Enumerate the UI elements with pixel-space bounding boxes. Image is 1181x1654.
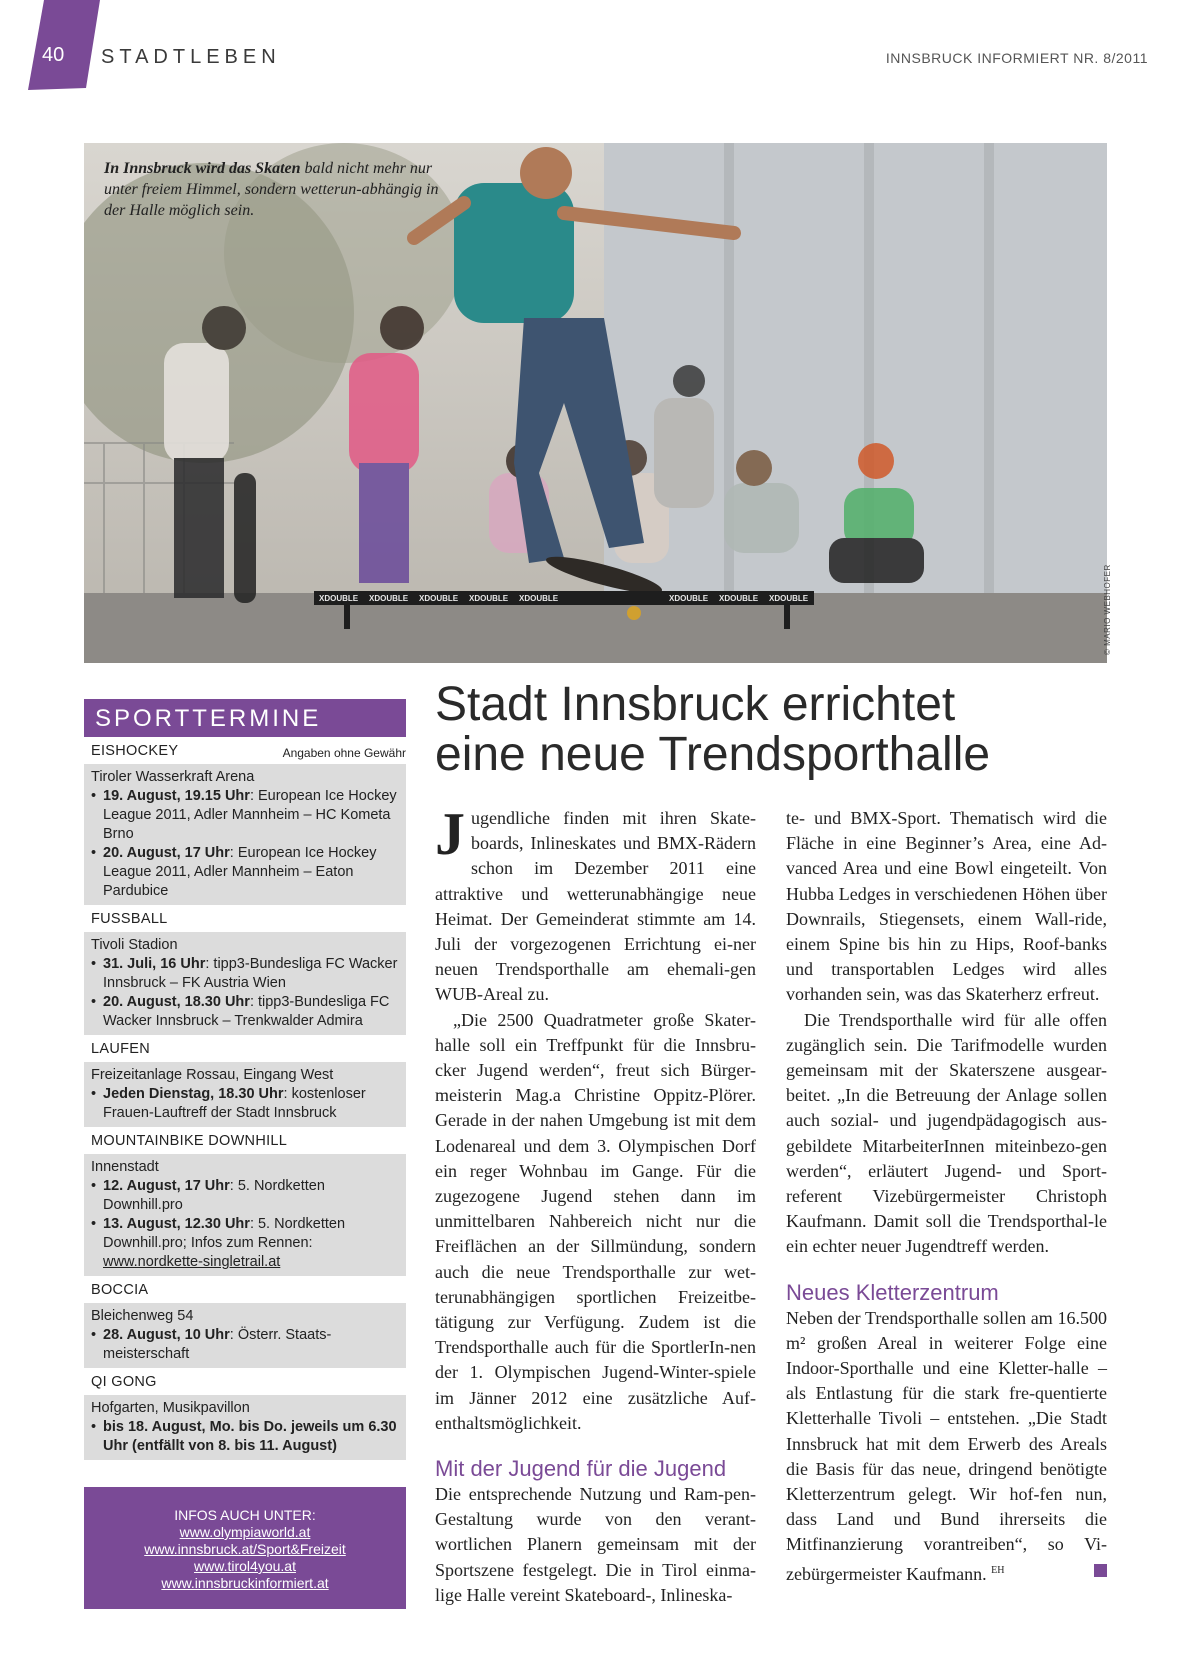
bullet-icon: • [91,1419,97,1435]
article-paragraph-6-text: Neben der Trendsporthalle sollen am 16.500 m² großen Areal in weiterer Folge eine Indoor-Sporthalle und eine Kletter-halle – als Entlastung für die stark fre-quentierte Kletterhalle Tivoli – entstehen. „Die Stadt Innsbruck hat mit dem Erwerb des Areals die Basis für das neue, dringend benötigte Kletterzentrum gelegt. Wir hof-fen nun, dass Land und Bund ihrerseits die Mitfinanzierung vorantreiben“, so Vi-zebürgermeister Kaufmann. [786,1307,1107,1584]
article-paragraph-1-text: ugendliche finden mit ihren Skate-boards, Inlineskates und BMX-Rädern schon im Dezember 2011 eine attraktive und wetterunabhängige neue Heimat. Der Gemeinderat stimmte am 14. Juli der vorgezogenen Errichtung ei-ner neuen Trendsporthalle am ehemali-gen WUB-Areal zu. [435,808,756,1005]
skate-photo [84,143,1107,663]
infos-label: INFOS AUCH UNTER: [174,1507,316,1523]
bullet-icon: • [91,788,97,804]
article-paragraph-4: te- und BMX-Sport. Thematisch wird die Fläche in eine Beginner’s Area, eine Ad-vanced Area und eine Bowl eingeteilt. Von Hubba Ledges in verschiedenen Höhen über Downrails, Stiegensets, einem Wall-ride, einem Spine bis hin zu Hips, Roof-banks und transportablen Ledges wird alles vorhanden sein, was das Skaterherz erfreut. [786,808,1107,1005]
sidebar-event-text: : Österr. Staats-meisterschaft [103,1327,332,1362]
sidebar-venue: Tivoli Stadion [91,937,178,953]
subhead-jugend: Mit der Jugend für die Jugend [435,1456,727,1482]
sidebar-venue: Hofgarten, Musikpavillon [91,1400,250,1416]
sidebar-event-item [91,1215,399,1272]
sidebar-event-text: : 5. Nordketten Downhill.pro; Infos zum Rennen: [103,1216,346,1251]
sidebar-event-date: Jeden Dienstag, 18.30 Uhr [103,1086,284,1102]
article-paragraph-2: „Die 2500 Quadratmeter große Skater-halle soll ein Treffpunkt für die Innsbru-cker Jugend werden“, freut sich Bürger-meisterin Mag.a Christine Oppitz-Plörer. Gerade in der nahen Umgebung ist mit dem Lodenareal und dem 3. Olympischen Dorf ein reger Wohnbau im Gange. Für die zugezogene Jugend stehen dann im unmittelbaren Nahbereich nicht nur die Freiflächen an der Sillmündung, sondern auch die neue Trendsporthalle zur wet-terunabhängigen sportlichen Freizeitbe-tätigung zur Verfügung. Zudem ist die Trendsporthalle auch für die SportlerIn-nen der 1. Olympischen Jugend-Winter-spiele im Jänner 2012 eine zusätzliche Auf-enthaltsmöglichkeit. [435,1009,756,1433]
sidebar-event-item [91,1177,399,1215]
end-mark [1094,1564,1107,1577]
infos-box [84,1487,406,1609]
rail-text-2: XDOUBLE [369,594,409,603]
sidebar-category-label: QI GONG [91,1374,157,1390]
rail-text-1: XDOUBLE [319,594,359,603]
sidebar-event-item [91,955,399,993]
rail-text-6: XDOUBLE [669,594,709,603]
section-title: STADTLEBEN [101,46,281,68]
sidebar-event-text: : kostenloser Frauen-Lauftreff der Stadt Innsbruck [103,1086,366,1121]
sidebar-category-label: EISHOCKEY [91,743,179,759]
rail-text-5: XDOUBLE [519,594,559,603]
article-paragraph-6 [786,1306,1107,1587]
sidebar-category [84,905,406,932]
sidebar-venue: Innenstadt [91,1159,159,1175]
sidebar-event-date: 20. August, 17 Uhr [103,845,230,861]
sidebar-event-text: : tipp3-Bundesliga FC Wacker Innsbruck – FK Austria Wien [103,956,398,991]
photo-credit: © MARIO WEBHOFER [1103,564,1112,655]
sidebar-event-item [91,787,399,844]
photo-caption [104,158,444,221]
bullet-icon: • [91,1216,97,1232]
sidebar-event-box [84,1303,406,1368]
sidebar-event-date: 28. August, 10 Uhr [103,1327,230,1343]
sidebar-event-link[interactable]: www.nordkette-singletrail.at [103,1254,281,1270]
headline-line-1: Stadt Innsbruck errichtet [435,678,956,731]
bullet-icon: • [91,994,97,1010]
subhead-kletterzentrum: Neues Kletterzentrum [786,1279,999,1305]
sidebar-venue: Tiroler Wasserkraft Arena [91,769,255,785]
sidebar-event-date: 31. Juli, 16 Uhr [103,956,206,972]
rail-text-7: XDOUBLE [719,594,759,603]
drop-cap: J [435,801,465,867]
bullet-icon: • [91,845,97,861]
rail-text-4: XDOUBLE [469,594,509,603]
bullet-icon: • [91,1086,97,1102]
photo-caption-text: bald nicht mehr nur unter freiem Himmel, sondern wetterun-abhängig in der Halle möglich sein. [104,160,439,219]
infos-link-innsbruck[interactable]: www.innsbruck.at/Sport&Freizeit [144,1541,346,1557]
sidebar-event-date: 13. August, 12.30 Uhr [103,1216,250,1232]
sidebar-title: SPORTTERMINE [84,699,406,737]
sidebar-event-box [84,1154,406,1276]
sidebar-disclaimer: Angaben ohne Gewähr [282,746,406,760]
sidebar-event-date: 19. August, 19.15 Uhr [103,788,250,804]
bullet-icon: • [91,956,97,972]
skate-photo-illustration [84,143,1107,663]
sidebar-category [84,1276,406,1303]
sidebar-venue: Bleichenweg 54 [91,1308,194,1324]
infos-link-olympiaworld[interactable]: www.olympiaworld.at [179,1524,311,1540]
bullet-icon: • [91,1327,97,1343]
sidebar-event-box [84,1395,406,1460]
sidebar-event-box [84,764,406,905]
rail-text-3: XDOUBLE [419,594,459,603]
sidebar-event-box [84,1062,406,1127]
sidebar-event-text: : European Ice Hockey League 2011, Adler Mannheim – Eaton Pardubice [103,845,377,899]
sport-dates-sidebar [84,699,406,1460]
photo-caption-bold: In Innsbruck wird das Skaten [104,160,301,177]
article-column-1 [435,801,756,1608]
sidebar-category-label: LAUFEN [91,1041,151,1057]
infos-link-innsbruckinformiert[interactable]: www.innsbruckinformiert.at [161,1575,329,1591]
sidebar-category [84,737,406,764]
sidebar-event-text: : 5. Nordketten Downhill.pro [103,1178,325,1213]
sidebar-event-date: 20. August, 18.30 Uhr [103,994,250,1010]
article-paragraph-3: Die entsprechende Nutzung und Ram-pen-Gestaltung wurde von den verant-wortlichen Planern gemeinsam mit der Sportszene festgelegt. Die in Tirol einma-lige Halle vereint Skateboard-, Inlineska- [435,1484,756,1605]
sidebar-event-text: : tipp3-Bundesliga FC Wacker Innsbruck – Trenkwalder Admira [103,994,390,1029]
sidebar-category [84,1127,406,1154]
sidebar-venue: Freizeitanlage Rossau, Eingang West [91,1067,334,1083]
sidebar-event-item [91,844,399,901]
sidebar-event-item [91,1418,399,1456]
sidebar-event-date: bis 18. August, Mo. bis Do. jeweils um 6.30 Uhr (entfällt von 8. bis 11. August) [103,1419,397,1454]
sidebar-category-label: FUSSBALL [91,911,168,927]
article-headline [435,680,1075,780]
sidebar-event-text: : European Ice Hockey League 2011, Adler Mannheim – HC Kometa Brno [103,788,397,842]
sidebar-event-item [91,1085,399,1123]
sidebar-event-item [91,1326,399,1364]
page-number: 40 [42,44,65,66]
article-column-2 [786,806,1107,1587]
issue-label: INNSBRUCK INFORMIERT NR. 8/2011 [885,50,1148,66]
infos-link-tirol4you[interactable]: www.tirol4you.at [194,1558,296,1574]
sidebar-event-item [91,993,399,1031]
sidebar-event-date: 12. August, 17 Uhr [103,1178,230,1194]
headline-line-2: eine neue Trendsporthalle [435,728,991,781]
sidebar-event-box [84,932,406,1035]
sidebar-category-label: BOCCIA [91,1282,149,1298]
rail-text-8: XDOUBLE [769,594,809,603]
article-paragraph-1 [435,801,756,1008]
sidebar-category [84,1368,406,1395]
article-paragraph-5: Die Trendsporthalle wird für alle offen zugänglich sein. Die Tarifmodelle wurden gemeinsam mit der Skaterszene ausgear-beitet. „In die Betreuung der Anlage sollen auch sozial- und jugendpädagogisch aus-gebildete MitarbeiterInnen miteinbezo-gen werden“, erläutert Jugend- und Sport-referent Vizebürgermeister Christoph Kaufmann. Damit soll die Trendsporthal-le ein echter neuer Jugendtreff werden. [786,1009,1107,1257]
sidebar-category-label: MOUNTAINBIKE DOWNHILL [91,1133,288,1149]
sidebar-category [84,1035,406,1062]
bullet-icon: • [91,1178,97,1194]
author-initials: EH [991,1564,1005,1576]
